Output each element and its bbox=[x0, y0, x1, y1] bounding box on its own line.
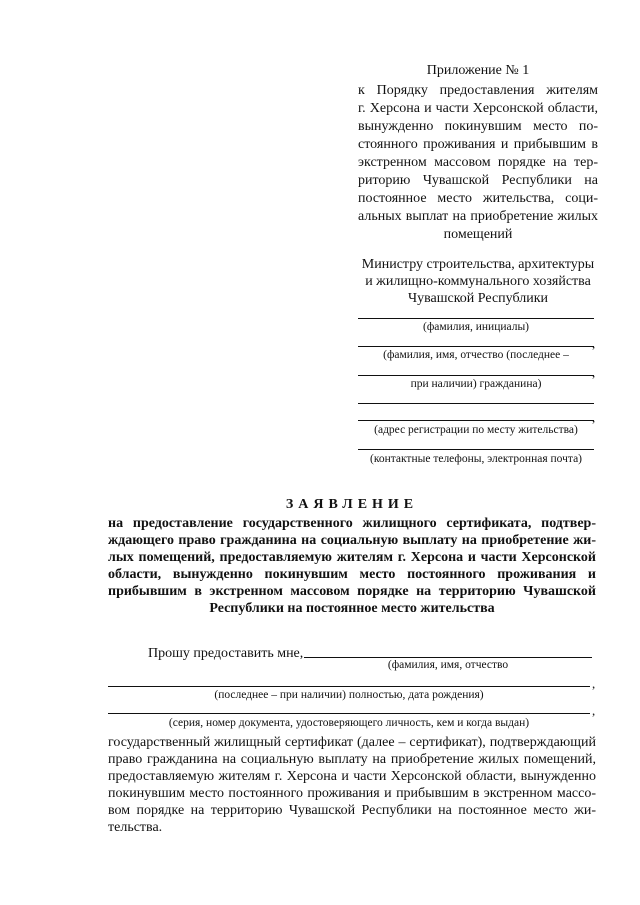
registration-address-field[interactable] bbox=[358, 403, 594, 404]
applicant-full-name-field-2[interactable] bbox=[358, 375, 594, 376]
appendix-line: к Порядку предоставления жителям bbox=[358, 83, 598, 98]
request-id-document-field[interactable] bbox=[108, 713, 590, 714]
request-body-line: покинувшим место постоянного проживания и прибывшим в экстренном массо- bbox=[108, 786, 596, 801]
appendix-line: экстренном массовом порядке на тер- bbox=[358, 155, 598, 170]
statement-subtitle-line: на предоставление государственного жилищного сертификата, подтвер- bbox=[108, 516, 596, 531]
request-birth-caption: (последнее – при наличии) полностью, дата рождения) bbox=[214, 689, 484, 701]
statement-subtitle-line: лых помещений, предоставляемую жителям г. Херсона и части Херсонской bbox=[108, 550, 596, 565]
appendix-title: Приложение № 1 bbox=[426, 63, 530, 78]
registration-address-caption: (адрес регистрации по месту жительства) bbox=[374, 424, 578, 436]
statement-subtitle-line: прибывшим в экстренном массовом порядке на территорию Чувашской bbox=[108, 584, 596, 599]
request-body-line: предоставляемую жителям г. Херсона и части Херсонской области, вынужденно bbox=[108, 769, 596, 784]
statement-title: ЗАЯВЛЕНИЕ bbox=[285, 497, 419, 512]
appendix-line: риторию Чувашской Республики на bbox=[358, 173, 598, 188]
appendix-line: стоянного проживания и прибывшим в bbox=[358, 137, 598, 152]
appendix-line: помещений bbox=[443, 227, 513, 242]
applicant-full-name-caption: (фамилия, имя, отчество (последнее – bbox=[383, 349, 569, 361]
applicant-initials-field[interactable] bbox=[358, 318, 594, 319]
contacts-field[interactable] bbox=[358, 449, 594, 450]
applicant-full-name-caption-2: при наличии) гражданина) bbox=[410, 378, 542, 390]
appendix-line: г. Херсона и части Херсонской области, bbox=[358, 101, 598, 116]
statement-subtitle bbox=[108, 515, 596, 617]
applicant-initials-caption: (фамилия, инициалы) bbox=[422, 321, 530, 333]
request-id-document-caption: (серия, номер документа, удостоверяющего личность, кем и когда выдан) bbox=[168, 717, 530, 729]
appendix-line: постоянное место жительства, соци- bbox=[358, 191, 598, 206]
statement-subtitle-line: Республики на постоянное место жительства bbox=[209, 601, 495, 616]
request-lead-text: Прошу предоставить мне, bbox=[148, 646, 304, 661]
statement-subtitle-line: ждающего право гражданина на социальную выплату на приобретение жи- bbox=[108, 533, 596, 548]
addressee-line: Министру строительства, архитектуры bbox=[361, 257, 595, 272]
request-birth-field[interactable] bbox=[108, 686, 590, 687]
statement-subtitle-line: области, вынужденно покинувшим место постоянного проживания и bbox=[108, 567, 596, 582]
request-name-caption: (фамилия, имя, отчество bbox=[387, 659, 509, 671]
contacts-caption: (контактные телефоны, электронная почта) bbox=[369, 453, 582, 465]
comma: , bbox=[592, 676, 596, 691]
addressee bbox=[358, 256, 598, 307]
registration-address-field-2[interactable] bbox=[358, 420, 594, 421]
request-body-line: вом порядке на территорию Чувашской Республики на постоянное место жи- bbox=[108, 803, 596, 818]
request-body-line: государственный жилищный сертификат (далее – сертификат), подтверждающий bbox=[108, 735, 596, 750]
addressee-line: и жилищно-коммунального хозяйства bbox=[365, 274, 591, 289]
applicant-full-name-field[interactable] bbox=[358, 346, 594, 347]
appendix-line: вынужденно покинувшим место по- bbox=[358, 119, 598, 134]
request-body-line: тельства. bbox=[108, 820, 163, 835]
comma: , bbox=[592, 336, 596, 351]
request-body-line: право гражданина на социальную выплату на приобретение жилых помещений, bbox=[108, 752, 596, 767]
comma: , bbox=[592, 410, 596, 425]
comma: , bbox=[592, 365, 596, 380]
appendix-line: альных выплат на приобретение жилых bbox=[358, 209, 598, 224]
comma: , bbox=[592, 703, 596, 718]
addressee-line: Чувашской Республики bbox=[407, 291, 549, 306]
request-body bbox=[108, 734, 596, 836]
appendix-reference bbox=[358, 82, 598, 244]
